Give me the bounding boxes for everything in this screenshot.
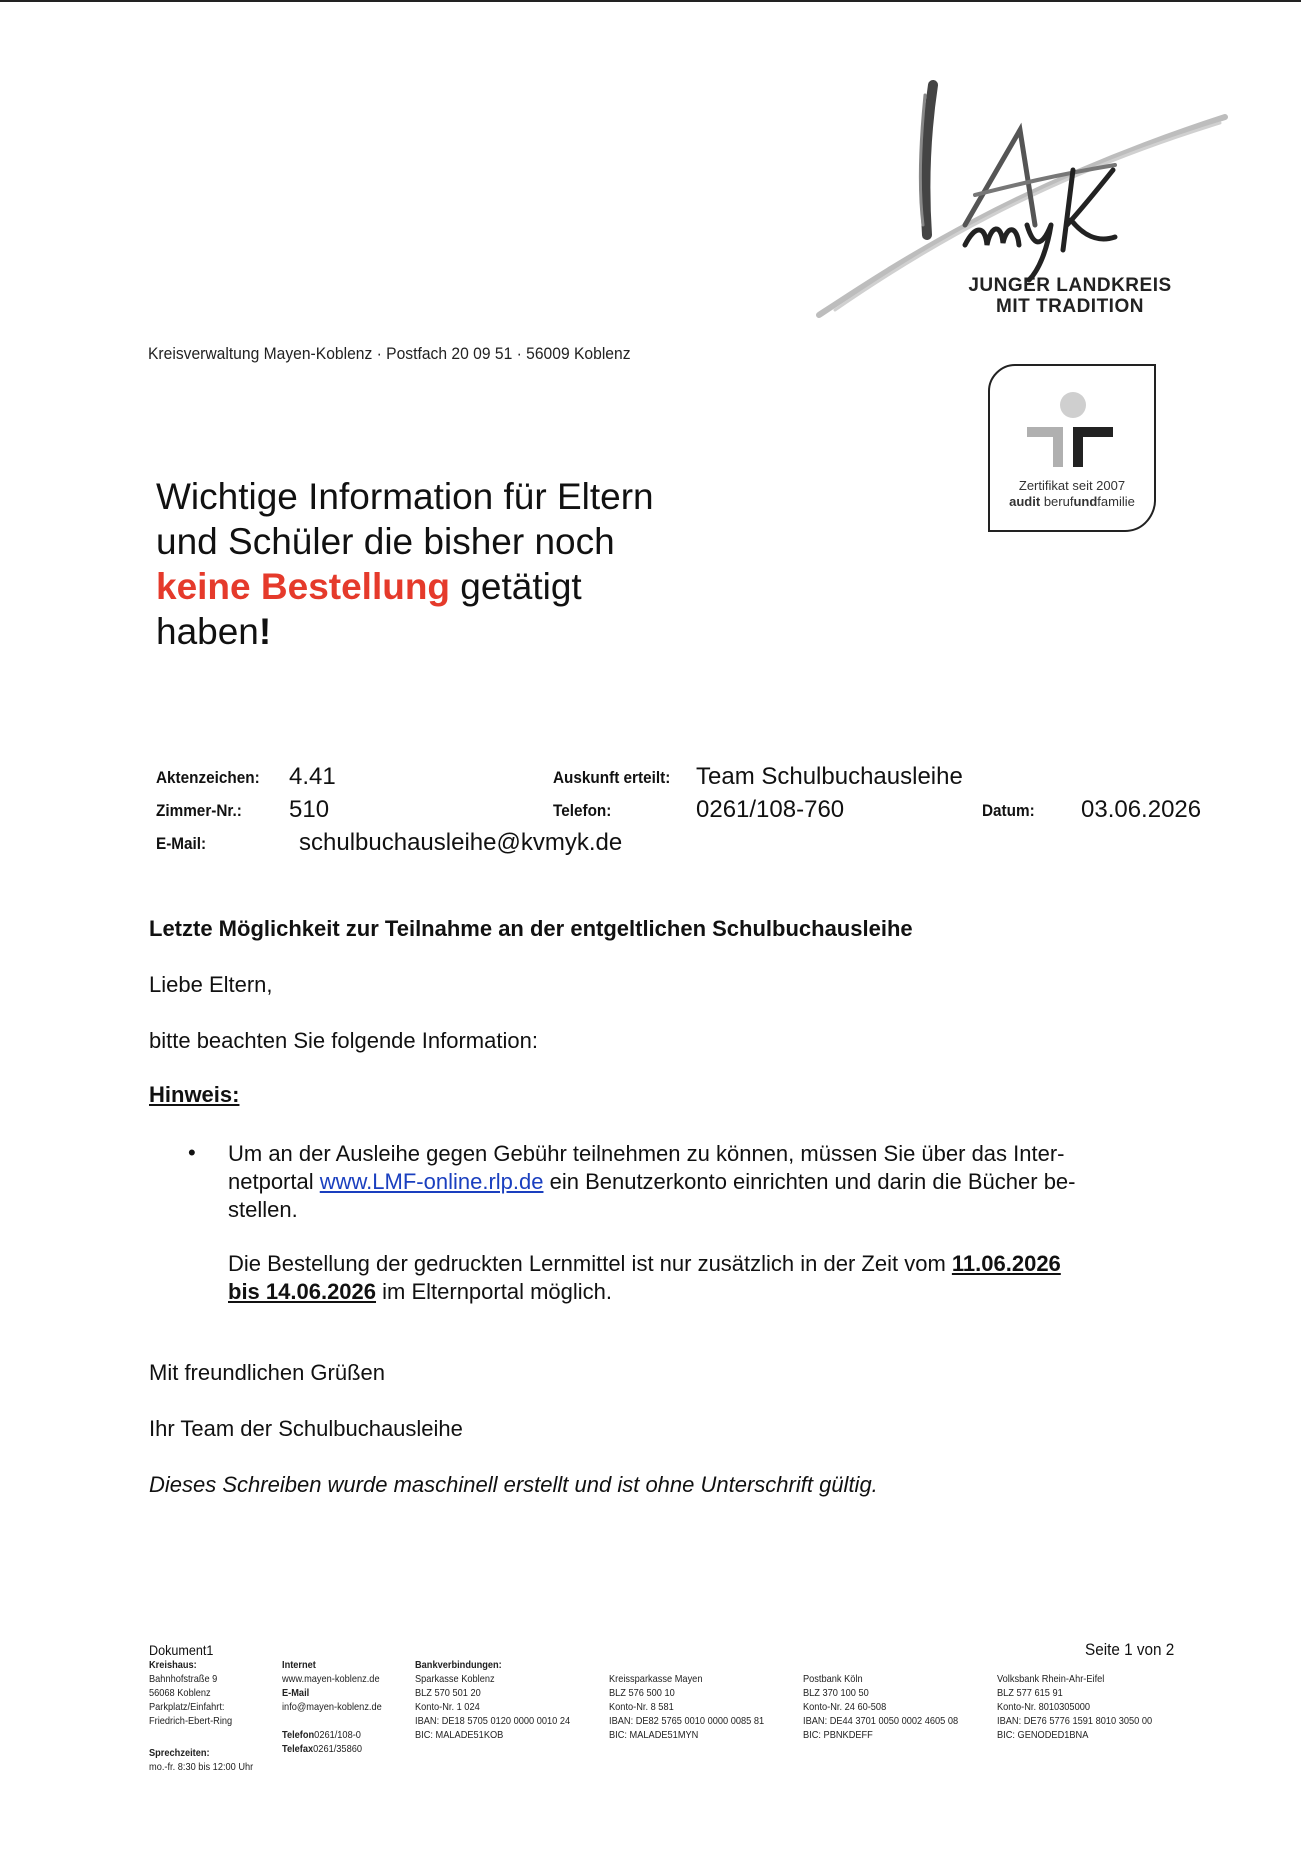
bank-iban: IBAN: DE18 5705 0120 0000 0010 24 <box>415 1715 571 1727</box>
bank-blz: BLZ 570 501 20 <box>415 1687 481 1699</box>
headline-line-2: und Schüler die bisher noch <box>156 521 615 562</box>
bullet-icon: • <box>188 1140 196 1165</box>
bullet-line-3: stellen. <box>228 1197 298 1222</box>
auskunft-value: Team Schulbuchausleihe <box>696 763 963 790</box>
footer-contact <box>282 1658 382 1756</box>
bank-bic: BIC: GENODED1BNA <box>997 1729 1089 1741</box>
headline-line-4 <box>156 609 654 654</box>
zimmer-value: 510 <box>289 796 330 823</box>
bank-konto: Konto-Nr. 24 60-508 <box>803 1701 887 1713</box>
headline-line-1: Wichtige Information für Eltern <box>156 476 654 517</box>
kreishaus-line: Friedrich-Ebert-Ring <box>149 1715 233 1727</box>
footer-bank-1 <box>415 1658 570 1742</box>
bullet-line-1: Um an der Ausleihe gegen Gebühr teilnehmen zu können, müssen Sie über das Inter- <box>228 1141 1065 1166</box>
headline-exclamation: ! <box>258 611 272 652</box>
footer-telefon-label: Telefon <box>282 1729 315 1741</box>
kreishaus-label: Kreishaus: <box>149 1659 197 1671</box>
bank-blz: BLZ 576 500 10 <box>609 1687 675 1699</box>
footer-email-label: E-Mail <box>282 1687 310 1699</box>
bank-name: Kreissparkasse Mayen <box>609 1673 703 1685</box>
bank-name: Postbank Köln <box>803 1673 863 1685</box>
bullet-line-2 <box>228 1168 1178 1196</box>
hinweis-heading: Hinweis: <box>149 1082 240 1107</box>
footer-email-value[interactable]: info@mayen-koblenz.de <box>282 1701 382 1713</box>
logo-tagline-2: MIT TRADITION <box>996 296 1144 317</box>
closing: Mit freundlichen Grüßen <box>149 1360 385 1385</box>
signature: Ihr Team der Schulbuchausleihe <box>149 1416 463 1441</box>
sender-address-line: Kreisverwaltung Mayen-Koblenz · Postfach 20 09 51 · 56009 Koblenz <box>148 344 631 363</box>
bank-iban: IBAN: DE76 5776 1591 8010 3050 00 <box>997 1715 1153 1727</box>
bank-bic: BIC: MALADE51KOB <box>415 1729 504 1741</box>
sprechzeiten-value: mo.-fr. 8:30 bis 12:00 Uhr <box>149 1761 254 1773</box>
bank-bic: BIC: MALADE51MYN <box>609 1729 699 1741</box>
bank-blz: BLZ 577 615 91 <box>997 1687 1063 1699</box>
kreishaus-line: Bahnhofstraße 9 <box>149 1673 218 1685</box>
bank-konto: Konto-Nr. 8 581 <box>609 1701 674 1713</box>
cert-familie: familie <box>1097 494 1135 509</box>
cert-und: und <box>1073 494 1098 509</box>
bullet-paragraph <box>228 1140 1178 1224</box>
cert-audit: audit <box>1009 494 1041 509</box>
bank-label: Bankverbindungen: <box>415 1659 502 1671</box>
order-line-1 <box>228 1250 1178 1278</box>
footer-sprechzeiten <box>149 1746 253 1774</box>
footer-telefax-value: 0261/35860 <box>313 1743 362 1755</box>
order-paragraph <box>228 1250 1178 1306</box>
footer-telefax-label: Telefax <box>282 1743 314 1755</box>
headline-line-3 <box>156 564 654 609</box>
document-name: Dokument1 <box>149 1642 214 1658</box>
sprechzeiten-label: Sprechzeiten: <box>149 1747 210 1759</box>
zimmer-label: Zimmer-Nr.: <box>156 801 242 820</box>
internet-value[interactable]: www.mayen-koblenz.de <box>282 1673 380 1685</box>
cert-beruf: beruf <box>1040 494 1074 509</box>
telefon-label: Telefon: <box>553 801 612 820</box>
order-text-pre: Die Bestellung der gedruckten Lernmittel ist nur zusätzlich in der Zeit vom <box>228 1251 952 1276</box>
email-value: schulbuchausleihe@kvmyk.de <box>299 829 623 856</box>
bank-iban: IBAN: DE44 3701 0050 0002 4605 08 <box>803 1715 959 1727</box>
bank-name: Sparkasse Koblenz <box>415 1673 495 1685</box>
headline-highlight: keine Bestellung <box>156 566 451 607</box>
myk-logo <box>815 75 1235 325</box>
order-date-end: bis 14.06.2026 <box>228 1279 377 1304</box>
headline-line-3-rest: getätigt <box>450 566 582 607</box>
footer-kreishaus <box>149 1658 232 1728</box>
kreishaus-line: Parkplatz/Einfahrt: <box>149 1701 225 1713</box>
footer-bank-3 <box>803 1672 958 1742</box>
page-number: Seite 1 von 2 <box>1085 1640 1175 1659</box>
intro-text: bitte beachten Sie folgende Information: <box>149 1028 538 1053</box>
bank-iban: IBAN: DE82 5765 0010 0000 0085 81 <box>609 1715 765 1727</box>
footer-bank-4 <box>997 1672 1152 1742</box>
aktenzeichen-value: 4.41 <box>289 763 336 790</box>
internet-label: Internet <box>282 1659 316 1671</box>
datum-value: 03.06.2026 <box>1081 796 1202 823</box>
lmf-portal-link[interactable]: www.LMF-online.rlp.de <box>319 1169 544 1194</box>
bank-konto: Konto-Nr. 8010305000 <box>997 1701 1090 1713</box>
certificate-line-1: Zertifikat seit 2007 <box>1018 478 1126 493</box>
kreishaus-line: 56068 Koblenz <box>149 1687 211 1699</box>
top-border <box>0 0 1301 2</box>
order-text-post: im Elternportal möglich. <box>376 1279 612 1304</box>
greeting: Liebe Eltern, <box>149 972 273 997</box>
bullet-line-2-post: ein Benutzerkonto einrichten und darin die Bücher be- <box>543 1169 1076 1194</box>
audit-certificate <box>987 363 1157 533</box>
letter-subject: Letzte Möglichkeit zur Teilnahme an der entgeltlichen Schulbuchausleihe <box>149 916 913 941</box>
order-line-2 <box>228 1278 1178 1306</box>
machine-notice: Dieses Schreiben wurde maschinell erstellt und ist ohne Unterschrift gültig. <box>149 1472 878 1497</box>
auskunft-label: Auskunft erteilt: <box>553 768 671 787</box>
aktenzeichen-label: Aktenzeichen: <box>156 768 260 787</box>
headline-line-4-text: haben <box>156 611 259 652</box>
bank-name: Volksbank Rhein-Ahr-Eifel <box>997 1673 1105 1685</box>
footer-telefon-value: 0261/108-0 <box>314 1729 361 1741</box>
footer-bank-2 <box>609 1672 764 1742</box>
certificate-line-2 <box>987 494 1157 510</box>
bullet-line-2-pre: netportal <box>228 1169 320 1194</box>
bank-blz: BLZ 370 100 50 <box>803 1687 869 1699</box>
order-date-start: 11.06.2026 <box>951 1251 1061 1276</box>
telefon-value: 0261/108-760 <box>696 796 845 823</box>
bank-bic: BIC: PBNKDEFF <box>803 1729 873 1741</box>
datum-label: Datum: <box>982 801 1035 820</box>
page-title <box>156 474 654 654</box>
email-label: E-Mail: <box>156 834 207 853</box>
bank-konto: Konto-Nr. 1 024 <box>415 1701 480 1713</box>
logo-tagline-1: JUNGER LANDKREIS <box>968 275 1172 296</box>
